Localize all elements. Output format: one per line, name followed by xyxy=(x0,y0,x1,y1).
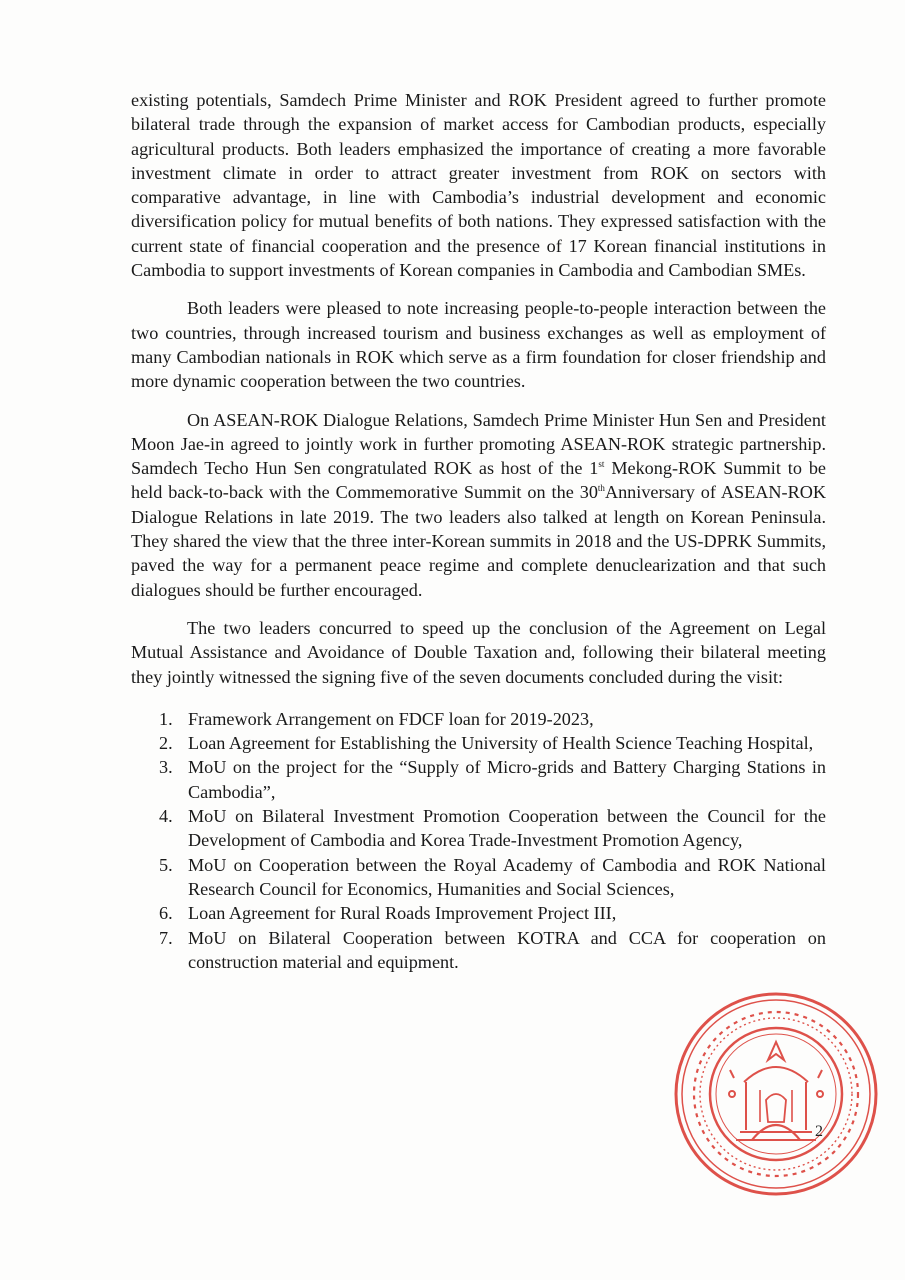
list-item xyxy=(131,731,826,755)
paragraph-asean-rok-part-b: Mekong-ROK Summit to be held back-to-back with the Commemorative Summit on the 30 xyxy=(131,458,827,503)
list-item-number: 4. xyxy=(159,806,173,827)
paragraph-asean-rok xyxy=(131,408,826,602)
paragraph-people-to-people: Both leaders were pleased to note increasing people-to-people interaction between the two countries, through increased tourism and business exchanges as well as employment of many Cambodian nationals in ROK which serve as a firm foundation for closer friendship and more dynamic cooperation between the two countries. xyxy=(131,298,826,392)
paragraph-asean-rok-part-c: Anniversary of ASEAN-ROK Dialogue Relations in late 2019. The two leaders also talked at length on Korean Peninsula. They shared the view that the three inter-Korean summits in 2018 and the US-DPRK Summits, paved the way for a permanent peace regime and complete denuclearization and that such dialogues should be further encouraged. xyxy=(131,482,826,600)
list-item xyxy=(131,755,826,804)
superscript-th: th xyxy=(597,483,605,494)
superscript-st: st xyxy=(598,459,605,470)
paragraph-trade-investment: existing potentials, Samdech Prime Minister and ROK President agreed to further promote bilateral trade through the expansion of market access for Cambodian products, especially agricultural products. Both leaders emphasized the importance of creating a more favorable investment climate in order to attract greater investment from ROK on sectors with comparative advantage, in line with Cambodia’s industrial development and economic diversification policy for mutual benefits of both nations. They expressed satisfaction with the current state of financial cooperation and the presence of 17 Korean financial institutions in Cambodia to support investments of Korean companies in Cambodia and Cambodian SMEs. xyxy=(131,90,826,281)
paragraph-signing: The two leaders concurred to speed up the conclusion of the Agreement on Legal Mutual Assistance and Avoidance of Double Taxation and, following their bilateral meeting they jointly witnessed the signing five of the seven documents concluded during the visit: xyxy=(131,617,826,687)
list-item xyxy=(131,926,826,975)
document-body xyxy=(131,88,826,974)
list-item-number: 3. xyxy=(159,757,173,778)
list-item-text: MoU on Bilateral Investment Promotion Cooperation between the Council for the Development of Cambodia and Korea Trade-Investment Promotion Agency, xyxy=(188,806,826,851)
list-item-text: Loan Agreement for Rural Roads Improvement Project III, xyxy=(188,903,617,924)
page-number: 2 xyxy=(815,1123,823,1140)
paragraph-asean-rok-part-a: On ASEAN-ROK Dialogue Relations, Samdech Prime Minister Hun Sen and President Moon Jae-in agreed to jointly work in further promoting ASEAN-ROK strategic partnership. Samdech Techo Hun Sen congratulated ROK as host of the 1 xyxy=(131,409,826,479)
list-item-number: 5. xyxy=(159,854,173,875)
seal-graphic xyxy=(676,994,876,1194)
list-item-text: Framework Arrangement on FDCF loan for 2019-2023, xyxy=(188,708,594,729)
list-item-number: 7. xyxy=(159,927,173,948)
list-item-text: MoU on Bilateral Cooperation between KOTRA and CCA for cooperation on construction material and equipment. xyxy=(188,927,826,972)
list-item xyxy=(131,901,826,925)
list-item xyxy=(131,853,826,902)
signed-documents-list xyxy=(131,707,826,974)
list-item-number: 2. xyxy=(159,733,173,754)
official-seal-stamp xyxy=(672,990,880,1198)
list-item-text: Loan Agreement for Establishing the University of Health Science Teaching Hospital, xyxy=(188,733,814,754)
list-item xyxy=(131,804,826,853)
list-item xyxy=(131,707,826,731)
list-item-number: 6. xyxy=(159,903,173,924)
list-item-text: MoU on the project for the “Supply of Micro-grids and Battery Charging Stations in Cambodia”, xyxy=(188,757,826,802)
list-item-text: MoU on Cooperation between the Royal Academy of Cambodia and ROK National Research Council for Economics, Humanities and Social Sciences, xyxy=(188,854,826,899)
list-item-number: 1. xyxy=(159,708,173,729)
